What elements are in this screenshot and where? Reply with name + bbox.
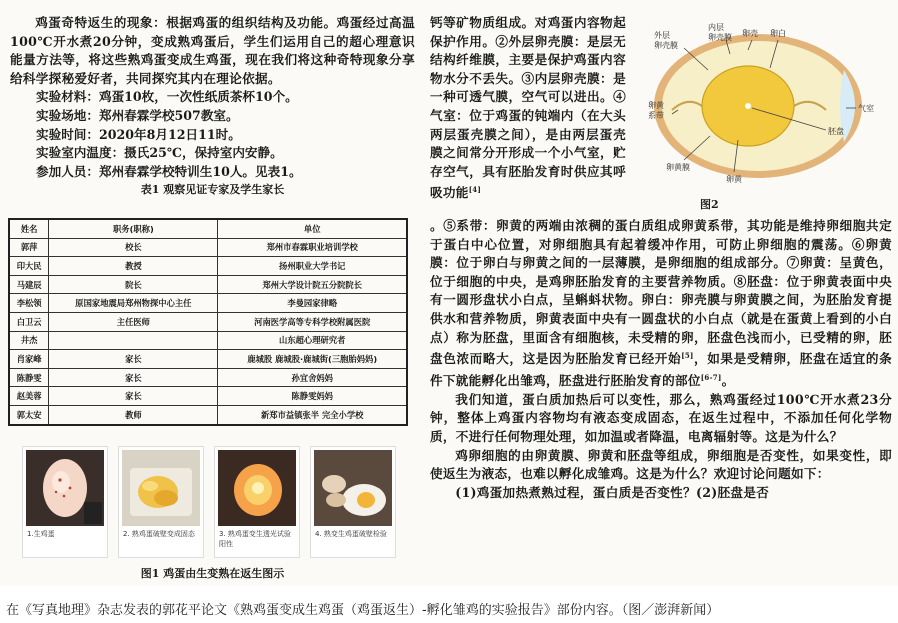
- photo-credit-caption: 在《写真地理》杂志发表的郭花平论文《熟鸡蛋变成生鸡蛋（鸡蛋返生）-孵化雏鸡的实验报告》部份内容。（图／澎湃新闻）: [6, 603, 720, 618]
- table-row: [9, 294, 407, 313]
- photo-cooked-egg: [118, 446, 204, 558]
- cell-title: 原国家地震局郑州物探中心主任: [49, 294, 218, 313]
- narrow-text-block: [430, 14, 626, 203]
- cell-unit: 郑州市春霖职业培训学校: [218, 238, 407, 257]
- meta-participants: 参加人员：郑州春霖学校特训生10人。见表1。: [36, 163, 302, 179]
- meta-venue: 实验场地：郑州春霖学校507教室。: [36, 107, 239, 123]
- cell-unit: 陈静雯妈妈: [218, 387, 407, 406]
- cell-title: 家长: [49, 368, 218, 387]
- label-chalaza: 卵黄: [648, 101, 664, 110]
- label-shell: 卵壳: [742, 29, 758, 38]
- table-row: [9, 387, 407, 406]
- cell-name: 印大民: [9, 257, 49, 276]
- structure-text-2: 。⑤系带：卵黄的两端由浓稠的蛋白质组成卵黄系带，其功能是维持卵细胞共定于蛋白中心位置，对卵细胞具有起着缓冲作用，可防止卵细胞的震荡。⑥卵黄膜：位于卵白与卵黄之间的一层薄膜，是卵细胞的组成部分。⑦卵黄：呈黄色，位于细胞的中央，是鸡卵胚胎发育的主要营养物质。⑧胚盘：位于卵黄表面中央有一圆形盘状小白点，呈蝌蚪状物。卵白：卵壳膜与卵黄膜之间，为胚胎发育提供水和营养物质，卵黄表面中央有一圆盘状的小白点（就是在蛋黄上看到的小白点）称为胚盘，里面含有细胞核，未受精的卵，胚盘色浅而小，已受精的卵，胚盘色浓而略大，这是因为胚胎发育已经开始: [430, 218, 892, 367]
- cell-name: 陈静雯: [9, 368, 49, 387]
- label-outer-membrane: 外层: [654, 31, 670, 40]
- meta-time: 实验时间：2020年8月12日11时。: [36, 126, 241, 142]
- label-albumen: 卵白: [770, 29, 786, 38]
- cooked-egg-image: [122, 450, 200, 526]
- photo-label: 2. 熟鸡蛋破壁变成固态: [123, 530, 195, 538]
- cell-title: 校长: [49, 238, 218, 257]
- table-row: [9, 368, 407, 387]
- label-air-cell: 气室: [858, 104, 874, 113]
- photo-label: 4. 熟变生鸡蛋破壁检验: [315, 530, 387, 538]
- discussion-list: (1)鸡蛋加热煮熟过程，蛋白质是否变性？(2)胚盘是否: [455, 484, 770, 500]
- table-row: [9, 405, 407, 424]
- egg-photo-strip: [22, 446, 394, 558]
- cell-name: 赵美蓉: [9, 387, 49, 406]
- cell-title: 院长: [49, 275, 218, 294]
- egg-diagram: [630, 10, 892, 225]
- cell-name: 白卫云: [9, 312, 49, 331]
- discussion-paragraph: 鸡卵细胞的由卵黄膜、卵黄和胚盘等组成，卵细胞是否变性，如果变性，即使返生为液态，也难以孵化成雏鸡。这是为什么？欢迎讨论问题如下：: [430, 447, 892, 482]
- right-wide-text: [430, 217, 892, 502]
- meta-temperature: 实验室内温度：摄氏25℃，保持室内安静。: [36, 145, 283, 161]
- table-row: [9, 275, 407, 294]
- cell-title: 主任医师: [49, 312, 218, 331]
- table-row: [9, 238, 407, 257]
- photo-label: 1.生鸡蛋: [27, 530, 55, 538]
- structure-text-3: ，如果是受精卵，胚盘在适宜的条件下就能孵化出雏鸡，胚盘进行胚胎发育的部位: [430, 351, 893, 389]
- egg-structure-figure: [630, 10, 892, 225]
- structure-continued: [430, 217, 892, 391]
- label-inner-membrane: 内层: [708, 23, 724, 32]
- citation: [4]: [468, 185, 482, 195]
- cell-name: 马建辰: [9, 275, 49, 294]
- table-caption: 表1 观察见证专家及学生家长: [140, 183, 285, 197]
- cell-unit: 扬州职业大学书记: [218, 257, 407, 276]
- translucence-test-image: [218, 450, 296, 526]
- label-yolk-membrane: 卵黄膜: [666, 163, 690, 172]
- table-header-row: [9, 219, 407, 238]
- question-paragraph: 我们知道，蛋白质加热后可以变性，那么，熟鸡蛋经过100℃开水煮23分钟，整体上鸡蛋内容物均有液态变成固态，在返生过程中，不添加任何化学物质，不进行任何物理处理，如加温或者降温，电离辐射等。这是为什么？: [430, 391, 892, 444]
- figure1-caption-wrap: [10, 566, 415, 581]
- header-unit: 单位: [218, 219, 407, 238]
- header-title: 职务(职称): [49, 219, 218, 238]
- cell-unit: 孙宜舍妈妈: [218, 368, 407, 387]
- cell-name: 李松领: [9, 294, 49, 313]
- photo-label: 3. 熟鸡蛋变生透光试验阳性: [219, 530, 291, 548]
- citation: [5]: [681, 351, 694, 361]
- table-row: [9, 331, 407, 350]
- cell-name: 郭萍: [9, 238, 49, 257]
- raw-egg-image: [26, 450, 104, 526]
- figure2-caption: 图2: [700, 198, 719, 211]
- intro-paragraph: 鸡蛋奇特返生的现象：根据鸡蛋的组织结构及功能。鸡蛋经过高温100℃开水煮20分钟，变成熟鸡蛋后，学生们运用自己的超心理意识能量方法等，将这些熟鸡蛋变成生鸡蛋，现在我们将这种奇特现象分享给科学探秘爱好者，共同探究其内在理论依据。: [10, 15, 415, 86]
- cell-unit: 李曼园家律略: [218, 294, 407, 313]
- cell-unit: 山东超心理研究者: [218, 331, 407, 350]
- structure-text-end: 。: [721, 373, 735, 389]
- structure-text: 钙等矿物质组成。对鸡蛋内容物起保护作用。②外层卵壳膜：是层无结构纤维膜，主要是保护鸡蛋内容物水分不丢失。③内层卵壳膜：是一种可透气膜，空气可以进出。④气室：位于鸡蛋的钝端内（在大头两层蛋壳膜之间），是由两层蛋壳膜之间常分开形成一个小气室，贮存空气，具有胚胎发育时供应其呼吸功能: [430, 15, 626, 201]
- cell-unit: 鹿城股 鹿城股·鹿城街(三胞胎妈妈): [218, 350, 407, 369]
- cell-title: 教师: [49, 405, 218, 424]
- cell-unit: 新郑市益镇张半 完全小学校: [218, 405, 407, 424]
- witness-table: [8, 218, 408, 426]
- label-blastodisc: 胚盘: [828, 127, 844, 136]
- svg-text:卵壳膜: 卵壳膜: [708, 33, 732, 42]
- cell-title: [49, 331, 218, 350]
- svg-text:卵壳膜: 卵壳膜: [654, 41, 678, 50]
- figure1-caption: 图1 鸡蛋由生变熟在返生图示: [140, 567, 285, 580]
- egg-structure-text: [430, 14, 626, 203]
- table-row: [9, 257, 407, 276]
- table-row: [9, 350, 407, 369]
- photo-translucence-test: [214, 446, 300, 558]
- cell-title: 家长: [49, 350, 218, 369]
- cell-title: 家长: [49, 387, 218, 406]
- cell-name: 郭太安: [9, 405, 49, 424]
- label-yolk: 卵黄: [726, 175, 742, 184]
- table-row: [9, 312, 407, 331]
- cell-name: 肖家峰: [9, 350, 49, 369]
- citation: [6-7]: [700, 372, 722, 382]
- cell-unit: 河南医学高等专科学校附属医院: [218, 312, 407, 331]
- cell-title: 教授: [49, 257, 218, 276]
- left-column: [10, 14, 415, 197]
- meta-materials: 实验材料：鸡蛋10枚，一次性纸质茶杯10个。: [36, 89, 298, 105]
- photo-broken-egg: [310, 446, 396, 558]
- svg-text:系带: 系带: [648, 111, 664, 120]
- blastodisc-shape: [745, 103, 751, 109]
- cell-name: 井杰: [9, 331, 49, 350]
- header-name: 姓名: [9, 219, 49, 238]
- broken-egg-image: [314, 450, 392, 526]
- experiment-meta: [10, 88, 415, 181]
- cell-unit: 郑州大学设计院五分院院长: [218, 275, 407, 294]
- photo-raw-egg: [22, 446, 108, 558]
